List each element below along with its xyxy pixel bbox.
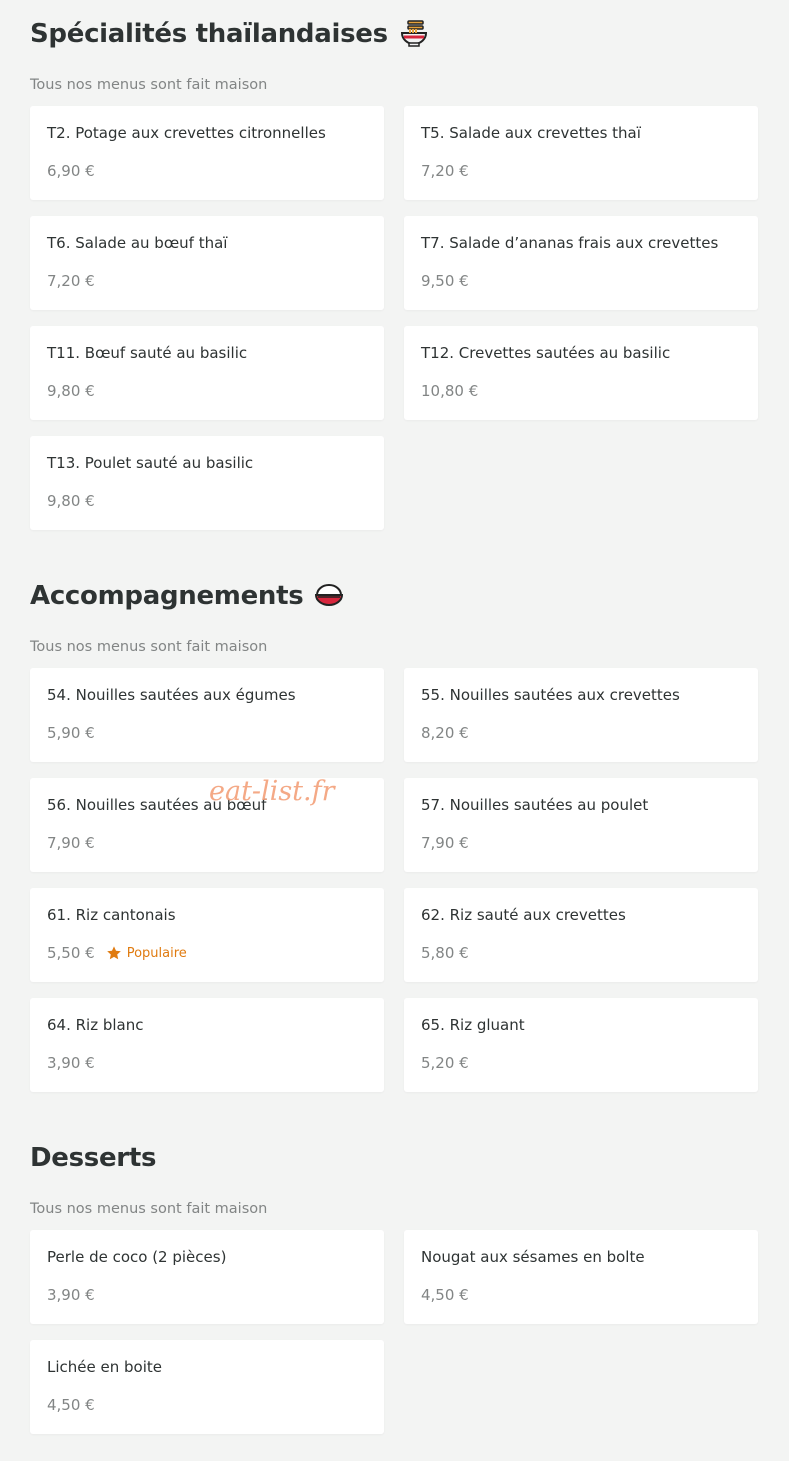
menu-item-price: 8,20 € [421, 724, 469, 742]
rice-bowl-icon [313, 580, 345, 612]
menu-item-card[interactable] [404, 216, 758, 310]
menu-item-name: T13. Poulet sauté au basilic [47, 454, 254, 472]
section-specialites [30, 14, 758, 510]
menu-item-price: 9,50 € [421, 272, 469, 290]
menu-item-price: 7,20 € [421, 162, 469, 180]
menu-item-card[interactable] [30, 436, 384, 530]
section-title-text: Spécialités thaïlandaises [30, 19, 388, 49]
menu-item-card[interactable] [30, 888, 384, 982]
menu-item-card[interactable] [404, 326, 758, 420]
section-title [30, 1138, 758, 1178]
section-title-text: Desserts [30, 1143, 157, 1173]
menu-item-name: 57. Nouilles sautées au poulet [421, 796, 649, 814]
menu-item-card[interactable] [30, 668, 384, 762]
menu-item-name: 54. Nouilles sautées aux égumes [47, 686, 296, 704]
menu-item-name: 65. Riz gluant [421, 1016, 525, 1034]
menu-item-name: Lichée en boite [47, 1358, 162, 1376]
section-title-text: Accompagnements [30, 581, 304, 611]
noodle-bowl-icon [398, 18, 430, 50]
star-icon [106, 945, 122, 961]
menu-item-card[interactable] [404, 888, 758, 982]
section-title [30, 14, 758, 54]
menu-item-price: 4,50 € [421, 1286, 469, 1304]
menu-item-name: T5. Salade aux crevettes thaï [421, 124, 641, 142]
watermark: eat-list.fr [209, 776, 335, 807]
menu-item-name: T7. Salade d’ananas frais aux crevettes [421, 234, 719, 252]
menu-item-price: 5,90 € [47, 724, 95, 742]
menu-item-name: 64. Riz blanc [47, 1016, 144, 1034]
menu-item-price: 9,80 € [47, 492, 95, 510]
section-title [30, 576, 758, 616]
menu-item-price: 5,80 € [421, 944, 469, 962]
popular-badge-label: Populaire [126, 945, 187, 961]
menu-item-name: T12. Crevettes sautées au basilic [421, 344, 671, 362]
menu-item-name: 62. Riz sauté aux crevettes [421, 906, 626, 924]
menu-item-price: 3,90 € [47, 1054, 95, 1072]
section-subtitle: Tous nos menus sont fait maison [30, 77, 268, 93]
menu-item-price: 10,80 € [421, 382, 479, 400]
menu-item-card[interactable] [30, 106, 384, 200]
menu-item-card[interactable] [30, 1230, 384, 1324]
menu-item-price: 7,20 € [47, 272, 95, 290]
menu-item-card[interactable] [404, 998, 758, 1092]
menu-item-name: Perle de coco (2 pièces) [47, 1248, 227, 1266]
menu-item-card[interactable] [30, 778, 384, 872]
menu-item-card[interactable] [30, 1340, 384, 1434]
menu-item-card[interactable] [30, 326, 384, 420]
menu-item-card[interactable] [404, 106, 758, 200]
popular-badge [106, 945, 187, 961]
menu-item-price: 7,90 € [47, 834, 95, 852]
section-desserts [30, 1138, 758, 1414]
menu-item-card[interactable] [404, 778, 758, 872]
menu-item-price: 5,20 € [421, 1054, 469, 1072]
menu-item-price: 5,50 € [47, 944, 95, 962]
menu-item-price: 9,80 € [47, 382, 95, 400]
menu-item-price: 6,90 € [47, 162, 95, 180]
menu-item-name: 55. Nouilles sautées aux crevettes [421, 686, 680, 704]
menu-item-price: 3,90 € [47, 1286, 95, 1304]
menu-item-name: T6. Salade au bœuf thaï [47, 234, 228, 252]
menu-item-card[interactable] [404, 1230, 758, 1324]
menu-item-card[interactable] [30, 216, 384, 310]
menu-item-price: 4,50 € [47, 1396, 95, 1414]
section-subtitle: Tous nos menus sont fait maison [30, 639, 268, 655]
menu-item-price: 7,90 € [421, 834, 469, 852]
menu-item-name: T2. Potage aux crevettes citronnelles [47, 124, 326, 142]
section-subtitle: Tous nos menus sont fait maison [30, 1201, 268, 1217]
menu-item-name: T11. Bœuf sauté au basilic [47, 344, 248, 362]
menu-item-name: 56. Nouilles sautées au bœuf [47, 796, 267, 814]
menu-item-card[interactable] [404, 668, 758, 762]
menu-item-card[interactable] [30, 998, 384, 1092]
menu-item-name: 61. Riz cantonais [47, 906, 176, 924]
menu-item-name: Nougat aux sésames en bolte [421, 1248, 645, 1266]
